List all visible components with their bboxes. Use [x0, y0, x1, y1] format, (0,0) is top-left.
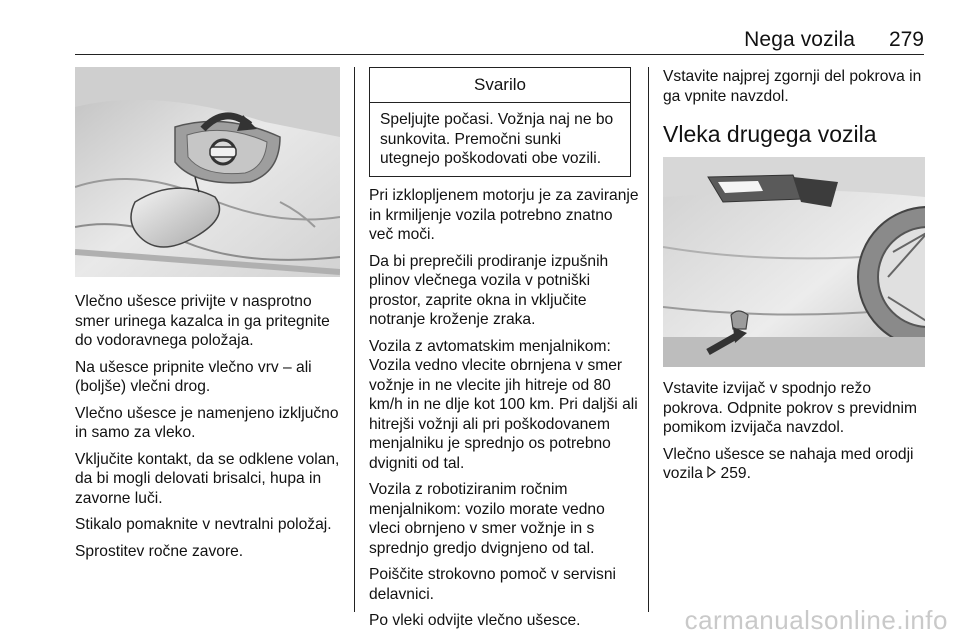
paragraph: Na ušesce pripnite vlečno vrv – ali (boljše) vlečni drog.	[75, 358, 312, 395]
left-column-text	[75, 292, 343, 568]
paragraph: Po vleki odvijte vlečno ušesce.	[369, 612, 581, 629]
column-divider-2	[648, 67, 649, 612]
reference-paragraph	[663, 445, 933, 484]
paragraph: Sprostitev ročne zavore.	[75, 542, 244, 560]
warning-text: Speljujte počasi. Vožnja naj ne bo sunkovita. Premočni sunki utegnejo poškodovati obe vozili.	[380, 111, 614, 167]
middle-column-text	[369, 186, 639, 638]
triangle-reference-icon	[707, 464, 716, 484]
paragraph: Stikalo pomaknite v nevtralni položaj.	[75, 516, 332, 533]
reference-end: .	[746, 465, 751, 482]
reference-text: Vlečno ušesce se nahaja med orodji vozila	[663, 445, 914, 482]
reference-page-link[interactable]: 259	[720, 465, 747, 482]
paragraph: Vozila z robotiziranim ročnim menjalnikom: vozilo morate vedno vleci obrnjeno v smer vožnje in s sprednjo gredjo dvignjeno od tal.	[369, 481, 605, 557]
column-divider-1	[354, 67, 355, 612]
page-number: 279	[888, 28, 924, 51]
intro-paragraph: Vstavite najprej zgornji del pokrova in ga vpnite navzdol.	[663, 68, 922, 105]
paragraph: Vlečno ušesce privijte v nasprotno smer urinega kazalca in ga pritegnite do vodoravnega položaja.	[75, 293, 330, 349]
paragraph: Vključite kontakt, da se odklene volan, da bi mogli delovati brisalci, hupa in zavorne luči.	[75, 450, 340, 507]
paragraph: Da bi preprečili prodiranje izpušnih plinov vlečnega vozila v potniški prostor, zaprite okna in vključite notranje kroženje zraka.	[369, 252, 609, 328]
section-heading: Vleka drugega vozila	[663, 121, 877, 147]
right-column-text	[663, 67, 933, 482]
right-column-body	[663, 379, 933, 491]
paragraph: Pri izklopljenem motorju je za zaviranje in krmiljenje vozila potrebno znatno več moči.	[369, 187, 639, 243]
paragraph: Vozila z avtomatskim menjalnikom: Vozila vedno vlecite obrnjena v smer vožnje in ne vlecite jih hitreje od 80 km/h in ne dlje kot 100 km. Pri daljši ali hitrejši vožnji ali pri poškodovanem menjalniku je sprednjo os potrebno dvigniti od tal.	[369, 337, 638, 472]
header-divider	[75, 54, 924, 55]
front-bumper-illustration	[663, 157, 925, 367]
page-header	[0, 22, 960, 52]
watermark: carmanualsonline.info	[684, 605, 948, 635]
paragraph: Vlečno ušesce je namenjeno izključno in samo za vleko.	[75, 404, 339, 441]
warning-box	[369, 67, 631, 177]
paragraph: Poiščite strokovno pomoč v servisni delavnici.	[369, 566, 616, 603]
warning-title: Svarilo	[370, 68, 630, 103]
paragraph: Vstavite izvijač v spodnjo režo pokrova. Odpnite pokrov s previdnim pomikom izvijača navzdol.	[663, 380, 917, 436]
page-title: Nega vozila	[744, 28, 855, 51]
towing-eye-cover-illustration	[75, 67, 340, 277]
